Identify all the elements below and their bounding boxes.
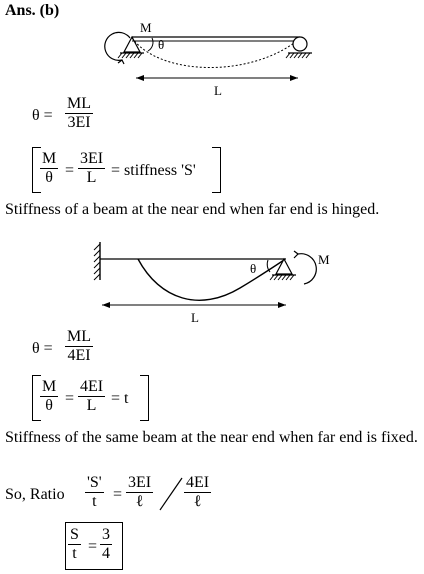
answer-label: Ans. (b) <box>5 2 60 19</box>
ratio-fraction2: 3EI ℓ <box>128 474 152 510</box>
result-fraction1: S t <box>70 526 79 562</box>
eq1-numerator: ML <box>67 95 91 112</box>
moment-label: M <box>318 252 330 267</box>
eq2-fraction1: M θ <box>42 150 57 186</box>
eq2-equals: = <box>65 162 75 179</box>
eq1-fraction <box>65 95 93 132</box>
angle-label: θ <box>158 37 165 52</box>
eq1-denominator: 3EI <box>67 114 91 131</box>
moment-label: M <box>140 20 152 35</box>
paragraph-fixed: Stiffness of the same beam at the near end when far end is fixed. <box>5 429 418 446</box>
pin-support-icon <box>276 259 292 274</box>
deflection-curve <box>138 259 284 300</box>
diagram-fixed-beam <box>90 240 340 325</box>
paragraph-hinged: Stiffness of a beam at the near end when far end is hinged. <box>5 201 380 218</box>
diagram-hinged-beam <box>100 16 320 98</box>
moment-arrow-icon <box>298 254 316 284</box>
moment-arrow-icon <box>105 32 130 60</box>
ratio-fraction1: 'S' t <box>87 474 102 510</box>
eq4-equals: = <box>65 390 75 407</box>
eq1-lhs: θ = <box>32 107 53 124</box>
angle-label: θ <box>250 261 257 276</box>
eq2-rest: = stiffness 'S' <box>111 162 196 179</box>
ratio-equals: = <box>113 486 123 503</box>
ratio-fraction3: 4EI ℓ <box>186 474 210 510</box>
deflection-curve <box>132 38 298 68</box>
length-label: L <box>191 310 199 325</box>
right-bracket <box>140 375 149 421</box>
eq3-fraction: ML 4EI <box>67 328 91 364</box>
eq4-rest: = t <box>111 390 129 407</box>
length-label: L <box>214 83 222 98</box>
eq2-fraction2: 3EI L <box>80 150 104 186</box>
roller-support-icon <box>293 37 307 51</box>
eq3-lhs: θ = <box>32 340 53 357</box>
division-slash <box>158 476 184 512</box>
result-equals: = <box>88 538 98 555</box>
eq4-fraction1: M θ <box>42 378 57 414</box>
eq4-fraction2: 4EI L <box>80 378 104 414</box>
ratio-prefix: So, Ratio <box>5 486 65 503</box>
right-bracket <box>212 147 221 193</box>
result-fraction2: 3 4 <box>102 526 110 562</box>
